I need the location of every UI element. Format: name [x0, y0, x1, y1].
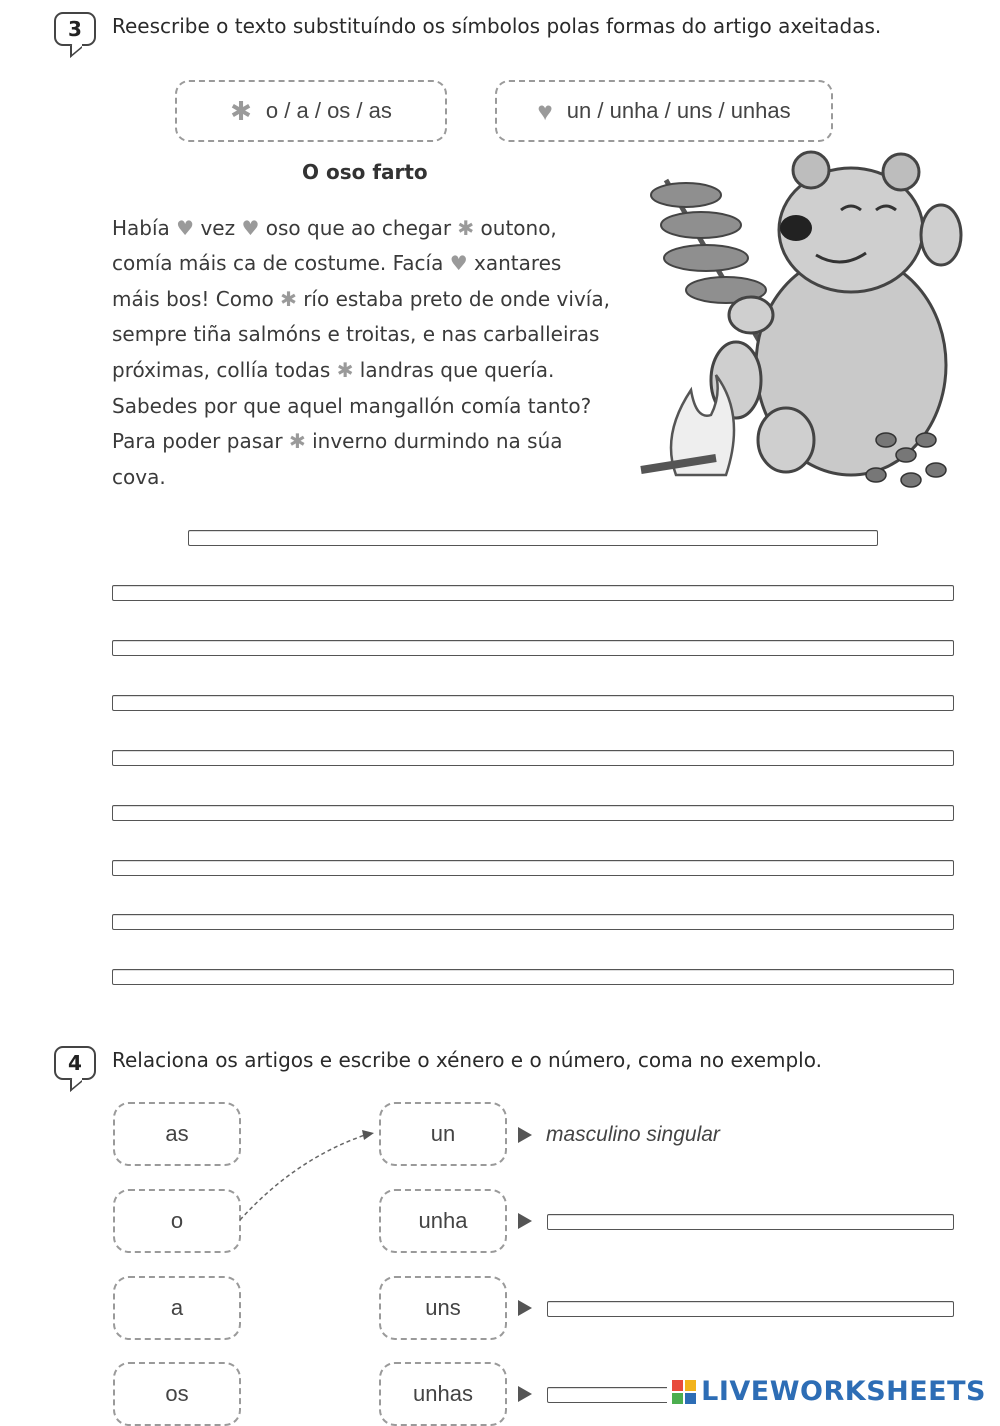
arrow-right-icon [518, 1300, 532, 1316]
fish-icon [651, 183, 766, 303]
legend-text: un / unha / uns / unhas [566, 98, 791, 123]
story-text-segment: Sabedes por que aquel mangallón comía tanto? [112, 394, 592, 418]
legend-indefinite-articles [495, 80, 833, 142]
article-chip-right[interactable]: unha [379, 1189, 507, 1253]
story-text-segment: inverno durmindo na súa [305, 429, 563, 453]
asterisk-icon: ✱ [336, 358, 354, 382]
answer-title-input[interactable] [188, 530, 878, 546]
heart-icon: ♥ [176, 216, 195, 240]
liveworksheets-logo-icon [671, 1379, 697, 1405]
article-chip-left[interactable]: as [113, 1102, 241, 1166]
bear-illustration [636, 140, 966, 505]
exercise-instruction: Relaciona os artigos e escribe o xénero e o número, coma no exemplo. [112, 1048, 822, 1072]
exercise-number-badge [54, 1046, 96, 1080]
article-chip-right[interactable]: unhas [379, 1362, 507, 1426]
story-text-segment: máis bos! Como [112, 287, 281, 311]
heart-icon: ♥ [537, 95, 553, 126]
story-line [112, 352, 554, 388]
example-answer: masculino singular [546, 1123, 720, 1146]
answer-line-input[interactable] [112, 805, 954, 821]
story-line [112, 245, 561, 281]
answer-line-input[interactable] [112, 640, 954, 656]
story-title: O oso farto [302, 160, 428, 184]
exercise-number-badge [54, 12, 96, 46]
heart-icon: ♥ [241, 216, 260, 240]
story-line [112, 423, 563, 459]
answer-line-input[interactable] [112, 969, 954, 985]
story-text-segment: sempre tiña salmóns e troitas, e nas carballeiras [112, 322, 600, 346]
story-text-segment: río estaba preto de onde vivía, [296, 287, 610, 311]
article-chip-right[interactable]: un [379, 1102, 507, 1166]
story-line [112, 459, 166, 495]
story-text-segment: comía máis ca de costume. Facía [112, 251, 450, 275]
watermark-text: LIVEWORKSHEETS [701, 1376, 986, 1407]
gender-number-input[interactable] [547, 1214, 954, 1230]
story-line [112, 281, 610, 317]
asterisk-icon: ✱ [280, 287, 297, 311]
story-text-segment: Había [112, 216, 177, 240]
story-line [112, 210, 557, 246]
story-text-segment: landras que quería. [353, 358, 555, 382]
exercise-number: 3 [68, 17, 82, 41]
story-text-segment: xantares [467, 251, 562, 275]
story-text-segment: outono, [474, 216, 557, 240]
story-line [112, 316, 599, 352]
heart-icon: ♥ [449, 251, 468, 275]
legend-text: o / a / os / as [265, 98, 392, 123]
story-text-segment: vez [194, 216, 242, 240]
answer-line-input[interactable] [112, 750, 954, 766]
arrow-right-icon [518, 1386, 532, 1402]
exercise-instruction: Reescribe o texto substituíndo os símbolos polas formas do artigo axeitadas. [112, 14, 882, 38]
arrow-right-icon [518, 1213, 532, 1229]
asterisk-icon: ✱ [457, 216, 475, 240]
legend-definite-articles [175, 80, 447, 142]
answer-line-input[interactable] [112, 585, 954, 601]
exercise-number: 4 [68, 1051, 82, 1075]
story-text-segment: próximas, collía todas [112, 358, 337, 382]
asterisk-icon: ✱ [230, 95, 252, 126]
story-text-segment: oso que ao chegar [259, 216, 458, 240]
arrow-right-icon [518, 1127, 532, 1143]
example-connector-arrow [236, 1128, 381, 1223]
story-text-segment: Para poder pasar [112, 429, 289, 453]
article-chip-left[interactable]: os [113, 1362, 241, 1426]
article-chip-left[interactable]: o [113, 1189, 241, 1253]
answer-line-input[interactable] [112, 860, 954, 876]
story-line [112, 388, 591, 424]
article-chip-right[interactable]: uns [379, 1276, 507, 1340]
bear-nose [780, 215, 812, 241]
article-chip-left[interactable]: a [113, 1276, 241, 1340]
answer-line-input[interactable] [112, 695, 954, 711]
story-text-segment: cova. [112, 465, 166, 489]
gender-number-input[interactable] [547, 1301, 954, 1317]
liveworksheets-watermark [667, 1374, 990, 1409]
answer-line-input[interactable] [112, 914, 954, 930]
asterisk-icon: ✱ [288, 429, 306, 453]
